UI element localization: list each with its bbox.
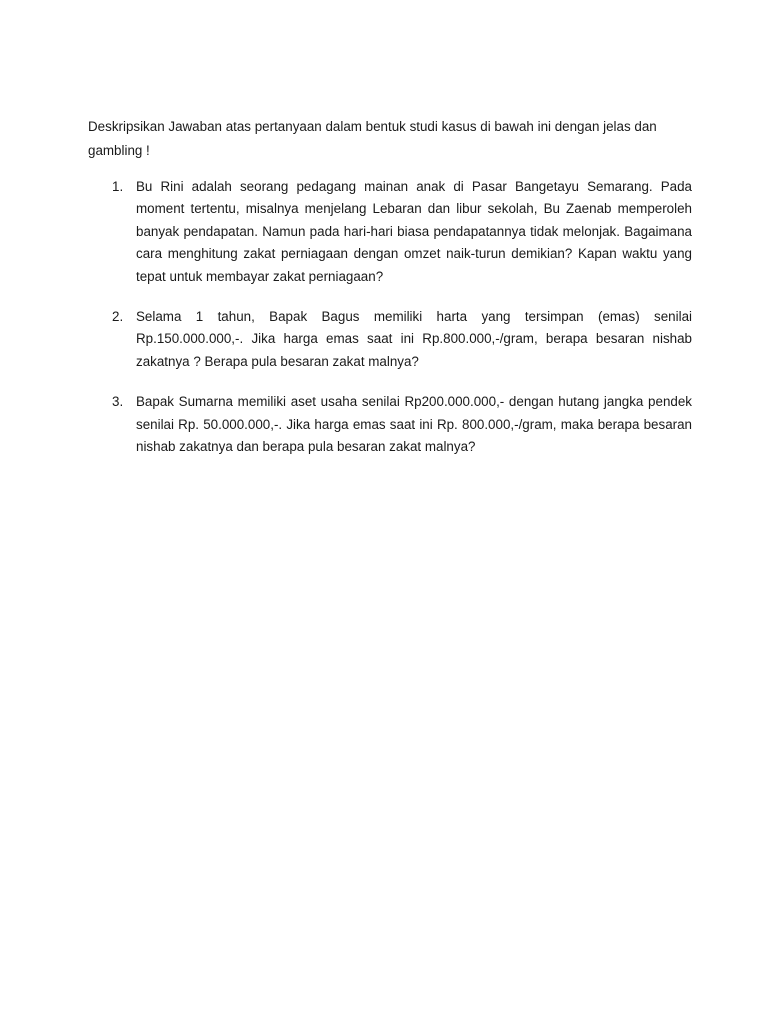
question-list xyxy=(88,176,692,458)
intro-text: Deskripsikan Jawaban atas pertanyaan dalam bentuk studi kasus di bawah ini dengan jelas dan gambling ! xyxy=(88,119,657,158)
question-number: 1. xyxy=(112,179,124,194)
question-number: 3. xyxy=(112,394,124,410)
question-number: 2. xyxy=(112,309,124,325)
question-item-2 xyxy=(88,306,692,373)
question-item-3 xyxy=(88,391,692,458)
question-text: Bu Rini adalah seorang pedagang mainan anak di Pasar Bangetayu Semarang. Pada moment tertentu, misalnya menjelang Lebaran dan libur sekolah, Bu Zaenab memperoleh banyak pendapatan. Namun pada hari-hari biasa pendapatannya tidak melonjak. Bagaimana cara menghitung zakat perniagaan dengan omzet naik-turun demikian? Kapan waktu yang tepat untuk membayar zakat perniagaan? xyxy=(136,179,692,284)
question-text: Selama 1 tahun, Bapak Bagus memiliki harta yang tersimpan (emas) senilai Rp.150.000.000,-. Jika harga emas saat ini Rp.800.000,-/gram, berapa besaran nishab zakatnya ? Berapa pula besaran zakat malnya? xyxy=(136,309,692,369)
question-item-1 xyxy=(88,176,692,288)
question-text: Bapak Sumarna memiliki aset usaha senilai Rp200.000.000,- dengan hutang jangka pendek senilai Rp. 50.000.000,-. Jika harga emas saat ini Rp. 800.000,-/gram, maka berapa besaran nishab zakatnya dan berapa pula besaran zakat malnya? xyxy=(136,394,692,455)
